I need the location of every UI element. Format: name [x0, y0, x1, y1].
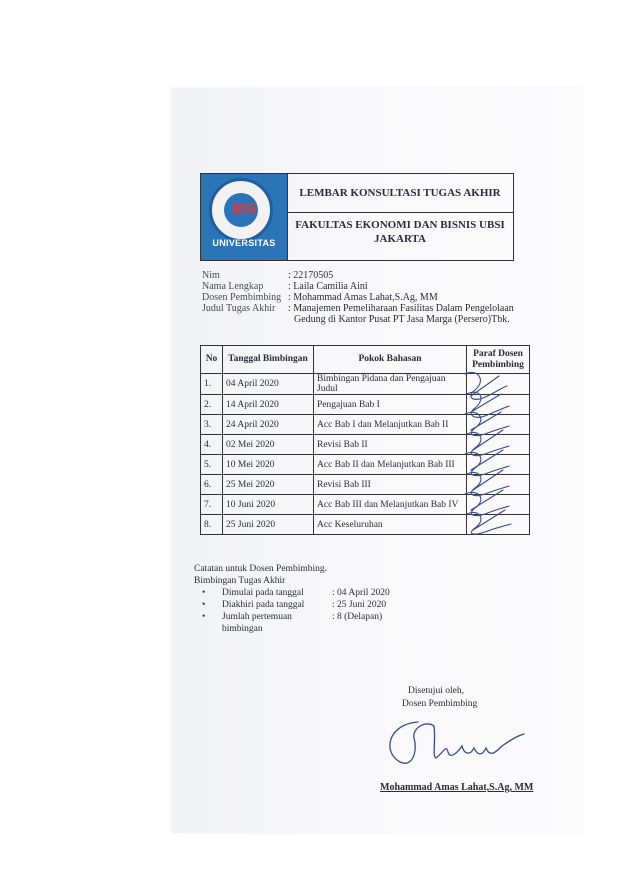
row-no: 2.	[201, 395, 223, 415]
faculty-line-2: JAKARTA	[374, 233, 426, 245]
faculty-line-1: FAKULTAS EKONOMI DAN BISNIS UBSI	[295, 219, 505, 231]
advisor-value: : Mohammad Amas Lahat,S.Ag, MM	[288, 292, 438, 303]
logo-mark-icon: BSI	[233, 200, 257, 216]
row-topic: Acc Bab III dan Melanjutkan Bab IV	[314, 495, 467, 515]
row-date: 02 Mei 2020	[223, 435, 314, 455]
logo-text: UNIVERSITAS	[212, 238, 276, 248]
name-value: : Laila Camilia Aini	[288, 281, 368, 292]
signer-name: Mohammad Amas Lahat,S.Ag, MM	[380, 782, 534, 793]
logo-emblem	[224, 193, 258, 227]
initials-mark-6	[467, 470, 509, 496]
advisor-initials-signatures	[457, 368, 515, 536]
row-no: 4.	[201, 435, 223, 455]
faculty-title	[287, 218, 513, 246]
initials-mark-4	[467, 430, 509, 456]
header-date: Tanggal Bimbingan	[223, 346, 314, 374]
student-info	[202, 270, 534, 325]
row-no: 7.	[201, 495, 223, 515]
approver-role: Dosen Pembimbing	[402, 699, 478, 709]
bullet-icon: •	[202, 612, 206, 622]
advisor-label: Dosen Pembimbing	[202, 292, 282, 303]
thesis-title-label: Judul Tugas Akhir	[202, 303, 276, 314]
note-value: : 25 Juni 2020	[332, 600, 387, 610]
row-topic: Revisi Bab III	[314, 475, 467, 495]
row-date: 14 April 2020	[223, 395, 314, 415]
header-topic: Pokok Bahasan	[314, 346, 467, 374]
row-topic: Acc Keseluruhan	[314, 515, 467, 535]
row-topic: Pengajuan Bab I	[314, 395, 467, 415]
notes-subheading: Bimbingan Tugas Akhir	[194, 576, 286, 586]
header-box	[200, 173, 514, 261]
row-no: 5.	[201, 455, 223, 475]
note-value: : 04 April 2020	[332, 588, 390, 598]
note-label: Dimulai pada tanggal	[222, 588, 304, 598]
row-no: 1.	[201, 374, 223, 395]
note-label: Diakhiri pada tanggal	[222, 600, 305, 610]
university-logo	[201, 174, 288, 260]
initials-mark-1	[465, 372, 507, 399]
row-no: 6.	[201, 475, 223, 495]
thesis-title-value-2: Gedung di Kantor Pusat PT Jasa Marga (Persero)Tbk.	[294, 314, 510, 325]
row-date: 25 Mei 2020	[223, 475, 314, 495]
list-item	[202, 587, 390, 599]
notes-section	[194, 563, 390, 635]
nim-value: : 22170505	[288, 270, 334, 281]
row-date: 25 Juni 2020	[223, 515, 314, 535]
bullet-icon: •	[202, 600, 206, 610]
logo-ring	[209, 178, 273, 242]
header-no: No	[201, 346, 223, 374]
list-item	[202, 611, 390, 635]
thesis-title-value-1: : Manajemen Pemeliharaan Fasilitas Dalam Pengelolaan	[288, 303, 514, 314]
list-item	[202, 599, 390, 611]
notes-heading: Catatan untuk Dosen Pembimbing.	[194, 564, 327, 574]
row-date: 04 April 2020	[223, 374, 314, 395]
nim-label: Nim	[202, 270, 220, 281]
row-topic: Acc Bab I dan Melanjutkan Bab II	[314, 415, 467, 435]
row-date: 10 Mei 2020	[223, 455, 314, 475]
row-topic: Bimbingan Pidana dan Pengajuan Judul	[314, 374, 467, 395]
header-signature: Paraf Dosen Pembimbing	[467, 346, 530, 374]
advisor-signature	[378, 712, 528, 774]
initials-mark-8	[467, 510, 511, 534]
form-title: LEMBAR KONSULTASI TUGAS AKHIR	[287, 174, 513, 213]
row-date: 10 Juni 2020	[223, 495, 314, 515]
row-topic: Revisi Bab II	[314, 435, 467, 455]
approved-by: Disetujui oleh,	[408, 686, 464, 696]
note-value: : 8 (Delapan)	[332, 612, 383, 622]
name-label: Nama Lengkap	[202, 281, 264, 292]
note-label: Jumlah pertemuan bimbingan	[222, 612, 292, 634]
row-topic: Acc Bab II dan Melanjutkan Bab III	[314, 455, 467, 475]
row-no: 3.	[201, 415, 223, 435]
bullet-icon: •	[202, 588, 206, 598]
row-no: 8.	[201, 515, 223, 535]
row-date: 24 April 2020	[223, 415, 314, 435]
